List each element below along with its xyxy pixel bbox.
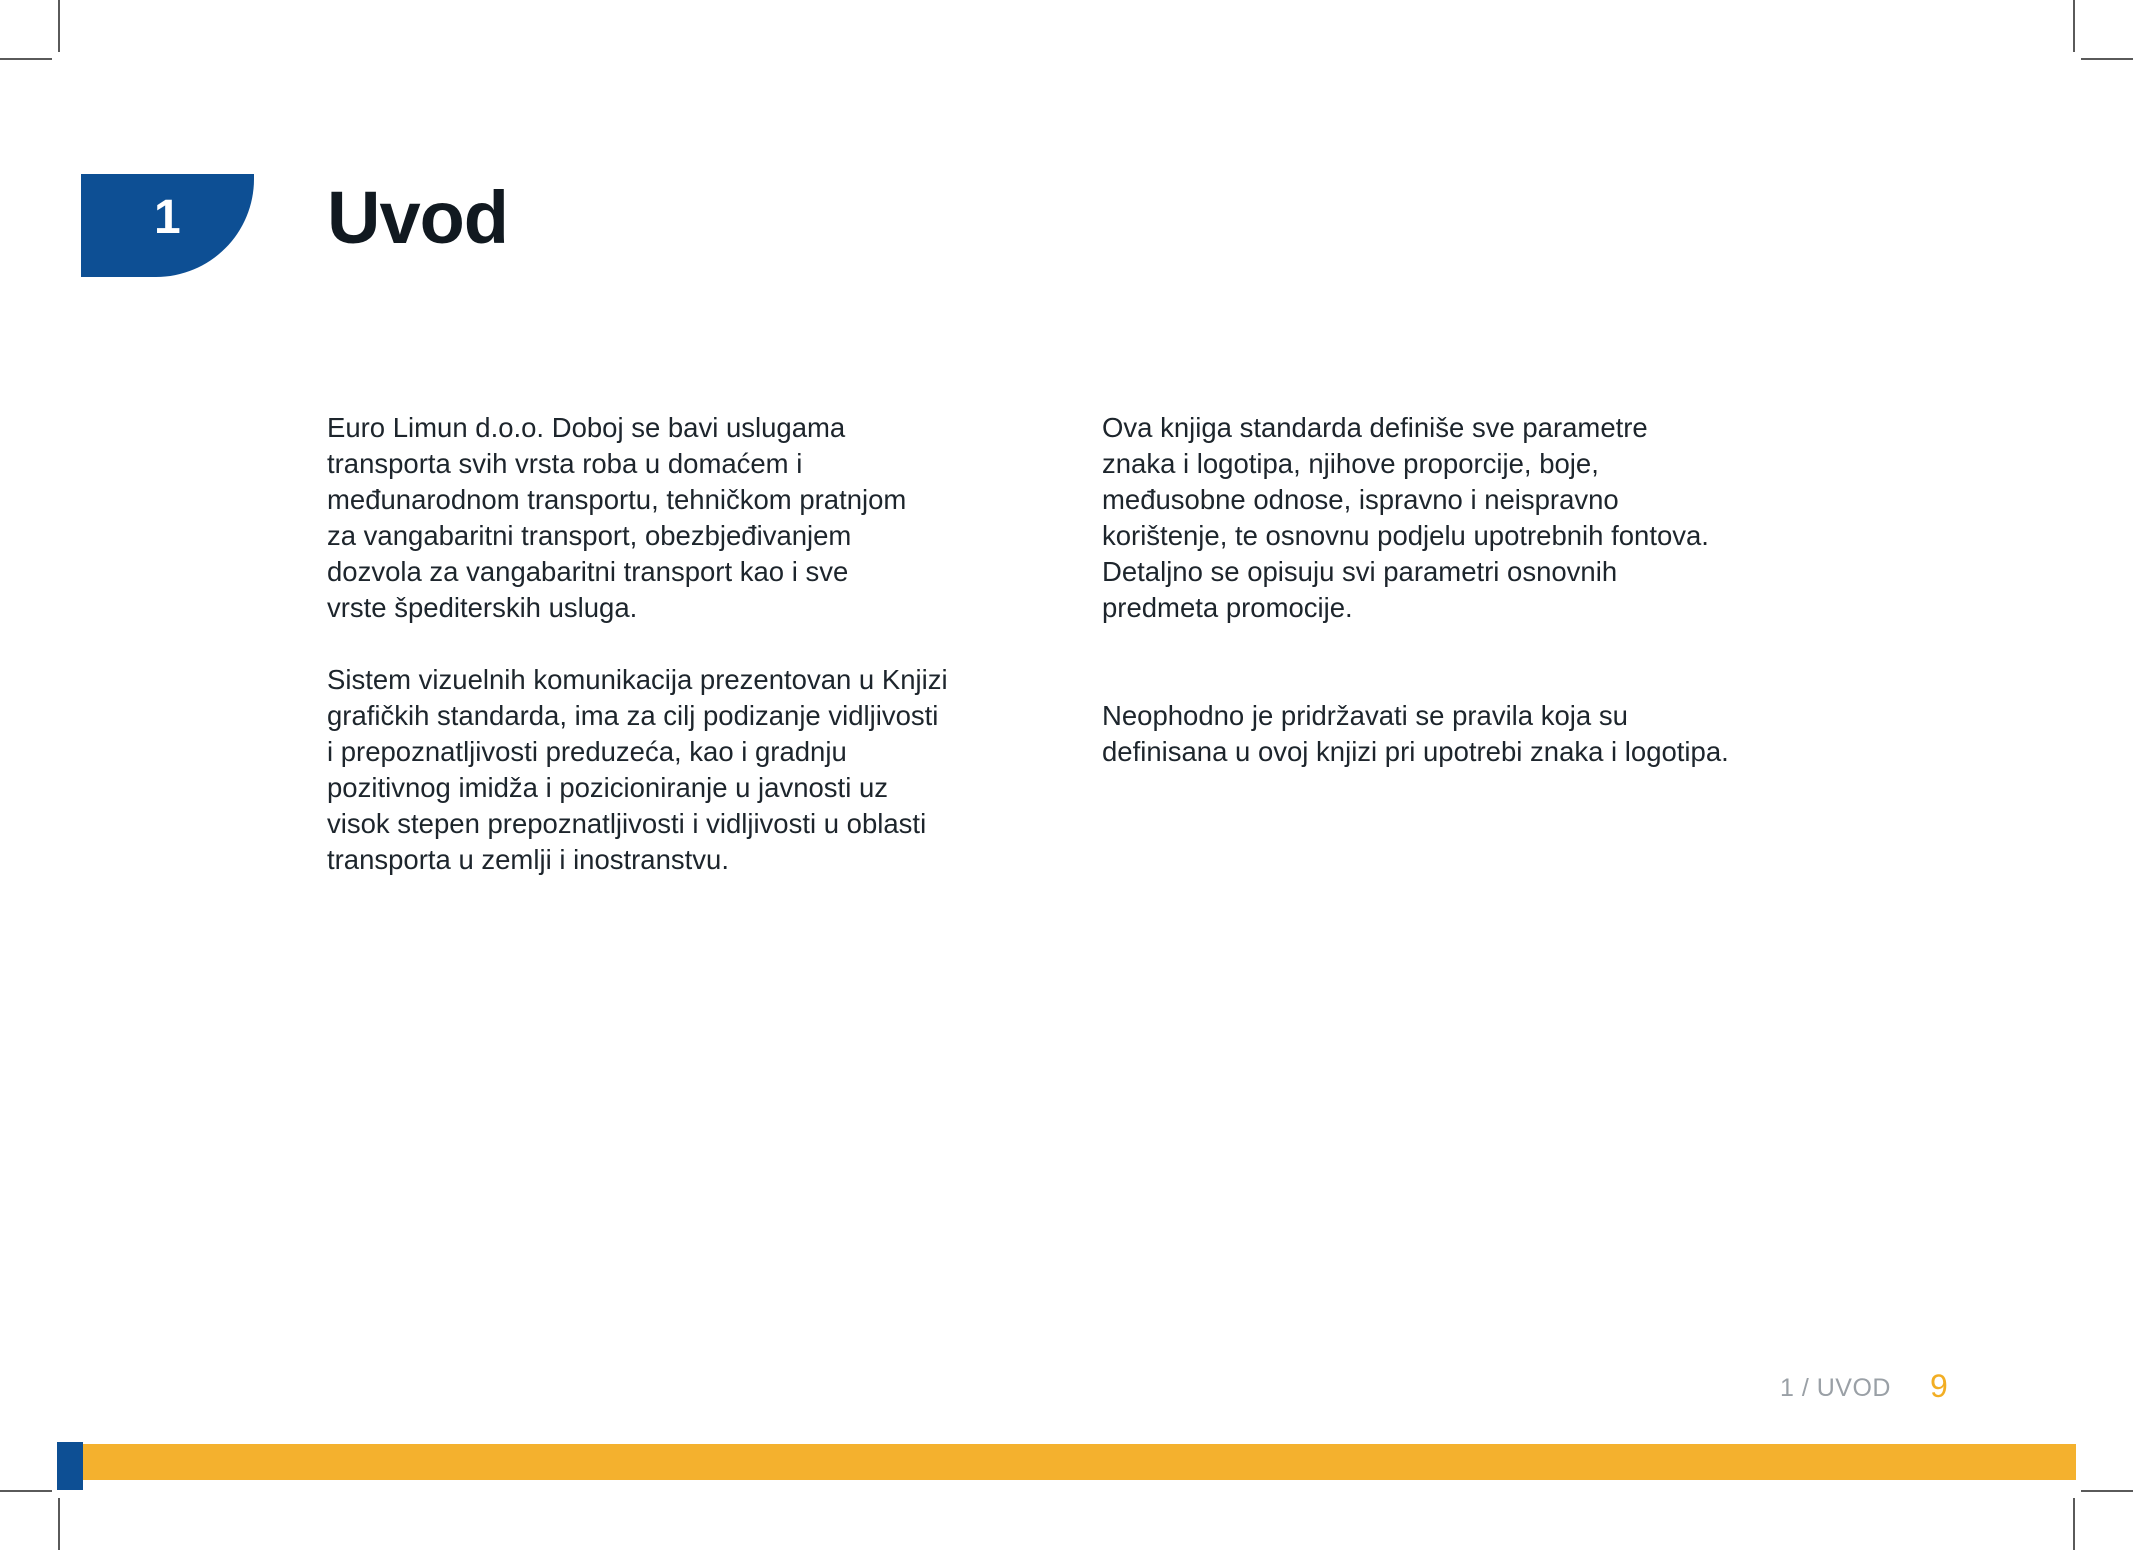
right-column: [1102, 410, 1752, 770]
crop-mark: [2073, 0, 2075, 52]
crop-mark: [2081, 58, 2133, 60]
page-title: Uvod: [327, 176, 508, 259]
crop-mark: [58, 0, 60, 52]
crop-mark: [58, 1498, 60, 1550]
crop-mark: [0, 1490, 52, 1492]
footer-accent-bar: [83, 1444, 2076, 1480]
paragraph: Ova knjiga standarda definiše sve parametre znaka i logotipa, njihove proporcije, boje, međusobne odnose, ispravno i neispravno korištenje, te osnovnu podjelu upotrebnih fontova. Detaljno se opisuju svi parametri osnovnih predmeta promocije.: [1102, 412, 1709, 623]
paragraph: Euro Limun d.o.o. Doboj se bavi uslugama transporta svih vrsta roba u domaćem i međunarodnom transportu, tehničkom pratnjom za vangabaritni transport, obezbjeđivanjem dozvola za vangabaritni transport kao i sve vrste špediterskih usluga.: [327, 412, 907, 623]
crop-mark: [2081, 1490, 2133, 1492]
footer-accent-blue: [57, 1442, 83, 1490]
chapter-number: 1: [154, 191, 181, 244]
footer-page-number: 9: [1930, 1368, 1948, 1404]
crop-mark: [0, 58, 52, 60]
paragraph: Sistem vizuelnih komunikacija prezentovan u Knjizi grafičkih standarda, ima za cilj podizanje vidljivosti i prepoznatljivosti preduzeća, kao i gradnju pozitivnog imidža i pozicioniranje u javnosti uz visok stepen prepoznatljivosti i vidljivosti u oblasti transporta u zemlji i inostranstvu.: [327, 664, 948, 875]
left-column: [327, 410, 977, 878]
chapter-tab: [81, 174, 254, 277]
paragraph: Neophodno je pridržavati se pravila koja su definisana u ovoj knjizi pri upotrebi znaka i logotipa.: [1102, 700, 1729, 767]
footer-section-label: 1 / UVOD: [1780, 1374, 1891, 1402]
crop-mark: [2073, 1498, 2075, 1550]
